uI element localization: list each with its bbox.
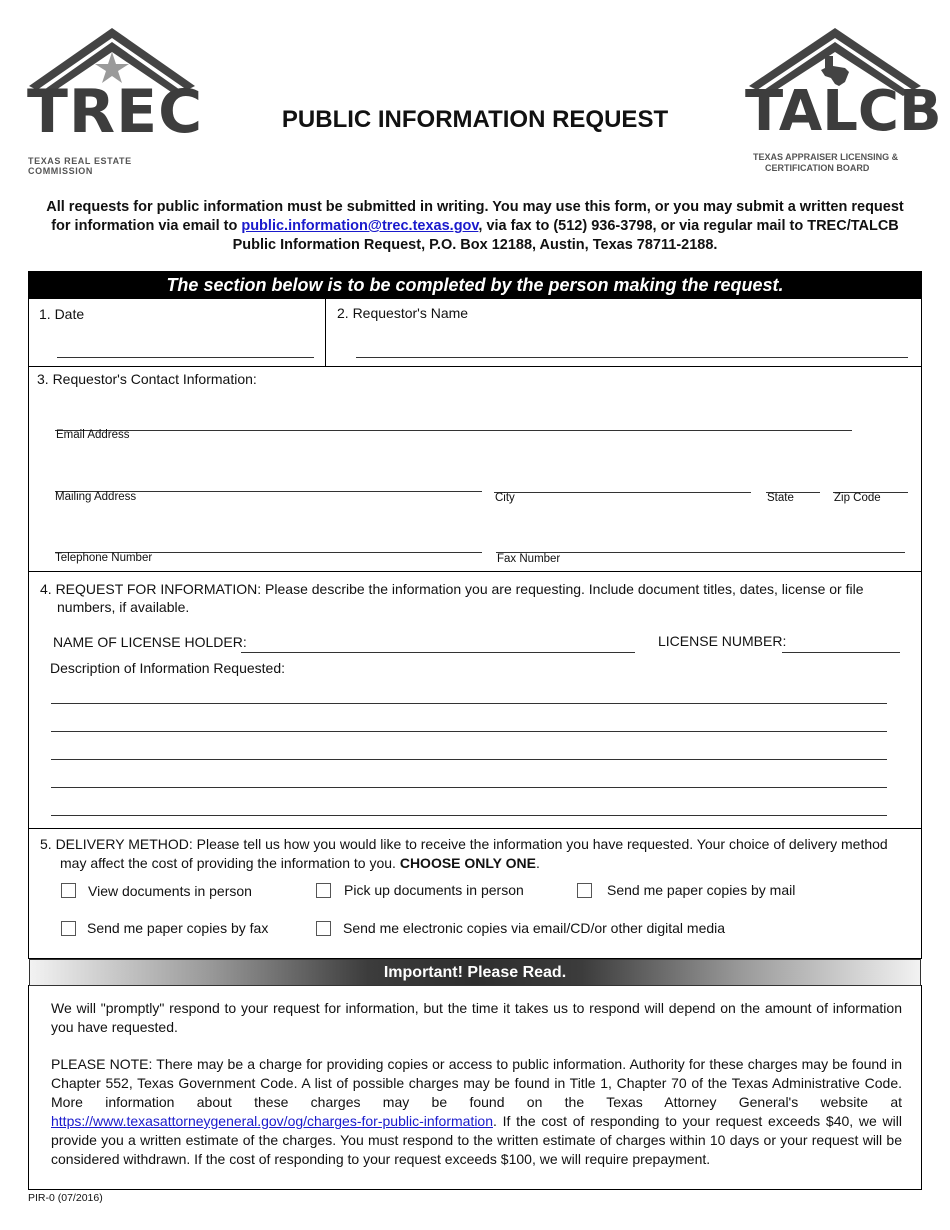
option-view-in-person-checkbox[interactable] bbox=[61, 883, 76, 898]
divider bbox=[28, 571, 922, 572]
description-line-4[interactable] bbox=[51, 787, 887, 788]
option-electronic-label: Send me electronic copies via email/CD/or other digital media bbox=[343, 920, 726, 936]
license-holder-label: NAME OF LICENSE HOLDER: bbox=[53, 634, 247, 650]
trec-logo-text: TREC bbox=[27, 77, 204, 147]
talcb-subtitle-2: CERTIFICATION BOARD bbox=[765, 163, 870, 173]
state-label: State bbox=[767, 492, 794, 504]
email-link[interactable]: public.information@trec.texas.gov bbox=[241, 218, 479, 234]
requestor-name-input[interactable] bbox=[356, 357, 908, 358]
intro-part2: , via fax to (512) 936-3798, or via regular mail to TREC/TALCB Public Information Request, P.O. Box 12188, Austin, Texas 78711-2188. bbox=[232, 218, 899, 253]
divider bbox=[28, 366, 922, 367]
date-name-divider bbox=[325, 298, 326, 366]
form-number: PIR-0 (07/2016) bbox=[28, 1192, 103, 1204]
telephone-label: Telephone Number bbox=[55, 552, 153, 564]
option-pickup-label: Pick up documents in person bbox=[344, 882, 524, 898]
description-line-3[interactable] bbox=[51, 759, 887, 760]
date-input[interactable] bbox=[57, 357, 314, 358]
divider bbox=[28, 828, 922, 829]
option-paper-mail-label: Send me paper copies by mail bbox=[607, 882, 796, 898]
request-heading-1: 4. REQUEST FOR INFORMATION: Please describe the information you are requesting. Include document titles, dates, license or file bbox=[40, 581, 864, 597]
city-input[interactable] bbox=[494, 492, 751, 493]
option-electronic-checkbox[interactable] bbox=[316, 921, 331, 936]
page-title: PUBLIC INFORMATION REQUEST bbox=[281, 106, 669, 133]
description-label: Description of Information Requested: bbox=[50, 660, 286, 676]
mailing-address-label: Mailing Address bbox=[55, 491, 137, 503]
option-paper-fax-checkbox[interactable] bbox=[61, 921, 76, 936]
delivery-heading-1: 5. DELIVERY METHOD: Please tell us how you would like to receive the information you have requested. Your choice of delivery method bbox=[40, 836, 888, 852]
section-bar: The section below is to be completed by the person making the request. bbox=[28, 271, 922, 299]
description-line-2[interactable] bbox=[51, 731, 887, 732]
charges-link[interactable]: https://www.texasattorneygeneral.gov/og/charges-for-public-information bbox=[51, 1113, 493, 1129]
contact-info-label: 3. Requestor's Contact Information: bbox=[37, 371, 257, 387]
option-paper-mail-checkbox[interactable] bbox=[577, 883, 592, 898]
fax-label: Fax Number bbox=[497, 553, 561, 565]
intro-part1: All requests for public information must be submitted in writing. You may use this form, or you may submit a written request for information via email to bbox=[46, 199, 904, 234]
option-pickup-checkbox[interactable] bbox=[316, 883, 331, 898]
description-line-1[interactable] bbox=[51, 703, 887, 704]
talcb-logo-text: TALCB bbox=[745, 79, 942, 144]
email-address-input[interactable] bbox=[55, 430, 852, 431]
option-paper-fax-label: Send me paper copies by fax bbox=[87, 920, 269, 936]
talcb-subtitle-1: TEXAS APPRAISER LICENSING & bbox=[753, 152, 899, 162]
important-para-2-part2: . If the cost of responding to your request exceeds $40, we will provide you a written estimate of the charges. You must respond to the written estimate of charges within 10 days or your request will be considered withdrawn. If the cost of responding to your request exceeds $100, we will require prepayment. bbox=[51, 1113, 902, 1167]
delivery-heading-2a: may affect the cost of providing the information to you. bbox=[60, 855, 400, 871]
important-para-2 bbox=[51, 1055, 902, 1169]
request-heading-2: numbers, if available. bbox=[57, 599, 190, 615]
license-holder-input[interactable] bbox=[241, 652, 635, 653]
license-number-label: LICENSE NUMBER: bbox=[658, 633, 787, 649]
zip-label: Zip Code bbox=[834, 492, 881, 504]
important-bar: Important! Please Read. bbox=[29, 959, 921, 986]
important-para-2-part1: PLEASE NOTE: There may be a charge for providing copies or access to public information. Authority for these charges may be found in Chapter 552, Texas Government Code. A list of possible charges may be found in Title 1, Chapter 70 of the Texas Administrative Code. More information about these charges may be found on the Texas Attorney General's website at bbox=[51, 1056, 902, 1110]
delivery-heading-2c: . bbox=[535, 855, 540, 871]
intro-text bbox=[40, 198, 910, 255]
email-address-label: Email Address bbox=[56, 429, 130, 441]
important-para-1: We will "promptly" respond to your request for information, but the time it takes us to respond will depend on the amount of information you have requested. bbox=[51, 1000, 902, 1035]
date-label: 1. Date bbox=[39, 306, 85, 322]
city-label: City bbox=[495, 492, 515, 504]
option-view-in-person-label: View documents in person bbox=[88, 883, 252, 899]
delivery-heading-2 bbox=[60, 855, 540, 871]
requestor-name-label: 2. Requestor's Name bbox=[337, 305, 469, 321]
description-line-5[interactable] bbox=[51, 815, 887, 816]
trec-subtitle: TEXAS REAL ESTATE COMMISSION bbox=[28, 156, 132, 176]
license-number-input[interactable] bbox=[782, 652, 900, 653]
talcb-logo bbox=[745, 26, 942, 176]
trec-logo bbox=[27, 26, 204, 176]
choose-only-one: CHOOSE ONLY ONE bbox=[399, 855, 536, 871]
